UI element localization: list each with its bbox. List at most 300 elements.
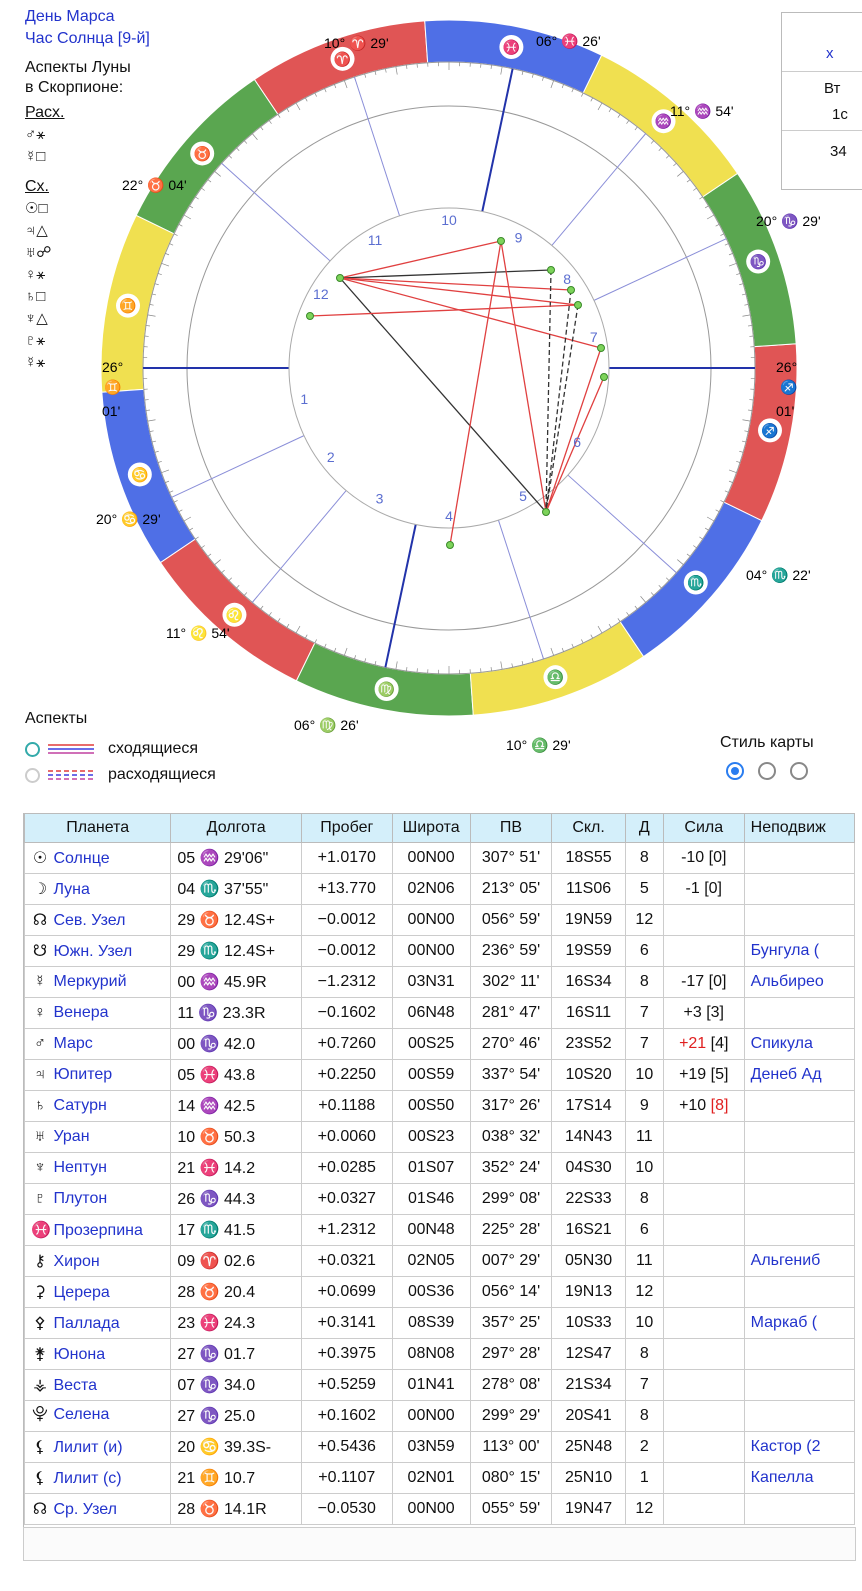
planet-symbol-icon: ♆ bbox=[34, 1159, 46, 1176]
planet-link[interactable]: Марс bbox=[53, 1035, 93, 1052]
force-cell bbox=[663, 1122, 744, 1153]
longitude-cell: 27 ♑ 25.0 bbox=[171, 1401, 302, 1432]
planet-cell bbox=[25, 1153, 171, 1184]
degree-tick bbox=[236, 148, 239, 151]
latitude-cell: 00N00 bbox=[392, 905, 470, 936]
separating-aspect: ♂⚹ bbox=[25, 126, 46, 143]
planet-point bbox=[568, 287, 575, 294]
speed-cell: +0.3141 bbox=[301, 1308, 392, 1339]
degree-tick bbox=[491, 667, 492, 671]
declination-cell: 19S59 bbox=[552, 936, 625, 967]
degree-tick bbox=[152, 294, 156, 295]
planet-link[interactable]: Сатурн bbox=[53, 1097, 107, 1114]
planet-link[interactable]: Юпитер bbox=[53, 1066, 113, 1083]
speed-cell: −0.1602 bbox=[301, 998, 392, 1029]
degree-tick bbox=[344, 648, 347, 656]
declination-cell: 14N43 bbox=[552, 1122, 625, 1153]
degree-tick bbox=[532, 74, 533, 78]
planet-symbol-icon: ☿ bbox=[34, 973, 46, 990]
speed-cell: −1.2312 bbox=[301, 967, 392, 998]
degree-tick bbox=[375, 661, 376, 665]
declination-cell: 25N48 bbox=[552, 1432, 625, 1463]
degree-tick bbox=[744, 304, 748, 305]
force-cell bbox=[663, 1370, 744, 1401]
fixed-star-link[interactable]: Альбирео bbox=[750, 973, 824, 990]
planet-cell bbox=[25, 936, 171, 967]
degree-tick bbox=[572, 644, 574, 648]
house-number: 6 bbox=[573, 434, 582, 450]
fixed-star-link[interactable]: Маркаб ( bbox=[750, 1314, 818, 1331]
zodiac-sign-icon: ♈ bbox=[333, 50, 352, 67]
fixed-star-link[interactable]: Спикула bbox=[750, 1035, 813, 1052]
col-house[interactable]: Д bbox=[625, 814, 663, 843]
table-row bbox=[25, 1091, 855, 1122]
force-value: +19 [5] bbox=[679, 1066, 729, 1083]
ra-cell: 038° 32' bbox=[470, 1122, 552, 1153]
force-cell bbox=[663, 1277, 744, 1308]
latitude-cell: 01S46 bbox=[392, 1184, 470, 1215]
fixed-star-cell bbox=[744, 1277, 854, 1308]
fixed-star-cell bbox=[744, 1463, 854, 1494]
degree-tick bbox=[635, 606, 637, 609]
speed-cell: −0.0530 bbox=[301, 1494, 392, 1525]
house-cell: 6 bbox=[625, 936, 663, 967]
house-cell: 12 bbox=[625, 905, 663, 936]
degree-tick bbox=[152, 441, 156, 442]
planet-point bbox=[498, 238, 505, 245]
legend-applying-label: сходящиеся bbox=[108, 740, 199, 757]
fixed-star-link[interactable]: Денеб Ад bbox=[750, 1066, 822, 1083]
latitude-cell: 00S23 bbox=[392, 1122, 470, 1153]
cusp-12-label: 11° ♒ 54' bbox=[670, 103, 734, 119]
planet-link[interactable]: Венера bbox=[53, 1004, 109, 1021]
applying-aspect: ☿⚹ bbox=[25, 354, 46, 371]
planet-symbol-icon: ♄ bbox=[34, 1097, 46, 1114]
ra-cell: 307° 51' bbox=[470, 843, 552, 874]
planet-link[interactable]: Хирон bbox=[53, 1253, 100, 1270]
degree-tick bbox=[150, 431, 154, 432]
applying-aspect: ♅☍ bbox=[25, 244, 52, 261]
force-cell bbox=[663, 1215, 744, 1246]
col-ra[interactable]: ПВ bbox=[470, 814, 552, 843]
zodiac-sign-icon: ♌ bbox=[225, 606, 244, 623]
degree-tick bbox=[725, 244, 729, 246]
table-row bbox=[25, 1029, 855, 1060]
applying-circle-icon bbox=[25, 742, 40, 757]
declination-cell: 23S52 bbox=[552, 1029, 625, 1060]
applying-aspect: ♇⚹ bbox=[25, 332, 46, 349]
planet-link[interactable]: Лилит (и) bbox=[53, 1439, 123, 1456]
force-cell bbox=[663, 843, 744, 874]
planet-symbol-icon: ⚸ bbox=[34, 1439, 46, 1456]
latitude-cell: 08S39 bbox=[392, 1308, 470, 1339]
legend-separating bbox=[25, 762, 216, 788]
planet-link[interactable]: Сев. Узел bbox=[53, 912, 126, 929]
degree-tick bbox=[522, 661, 523, 665]
degree-tick bbox=[365, 74, 366, 78]
planet-point bbox=[598, 345, 605, 352]
degree-tick bbox=[201, 546, 204, 548]
force-cell bbox=[663, 1153, 744, 1184]
longitude-cell: 21 ♓ 14.2 bbox=[171, 1153, 302, 1184]
declination-cell: 20S41 bbox=[552, 1401, 625, 1432]
degree-tick bbox=[179, 510, 183, 512]
force-cell bbox=[663, 905, 744, 936]
planet-cell bbox=[25, 1246, 171, 1277]
col-force[interactable]: Сила bbox=[663, 814, 744, 843]
speed-cell: +0.1188 bbox=[301, 1091, 392, 1122]
col-latitude[interactable]: Широта bbox=[392, 814, 470, 843]
degree-tick bbox=[562, 648, 563, 652]
force-value: -17 [0] bbox=[681, 973, 727, 990]
planet-link[interactable]: Южн. Узел bbox=[53, 943, 133, 960]
degree-tick bbox=[278, 618, 280, 621]
applying-label: Сх. bbox=[25, 178, 49, 195]
degree-tick bbox=[305, 98, 307, 102]
chart-style-radio-2[interactable] bbox=[758, 762, 776, 780]
planet-link[interactable]: Селена bbox=[53, 1405, 110, 1423]
planet-link[interactable]: Прозерпина bbox=[53, 1222, 143, 1239]
declination-cell: 18S55 bbox=[552, 843, 625, 874]
ra-cell: 317° 26' bbox=[470, 1091, 552, 1122]
degree-tick bbox=[334, 648, 335, 652]
zodiac-sign-icon: ♑ bbox=[749, 253, 767, 270]
degree-tick bbox=[501, 67, 502, 75]
degree-tick bbox=[325, 644, 327, 648]
declination-cell: 19N59 bbox=[552, 905, 625, 936]
side-box-row bbox=[782, 72, 862, 131]
ic-label: 10° ♎ 29' bbox=[506, 737, 571, 753]
speed-cell: +0.0060 bbox=[301, 1122, 392, 1153]
degree-tick bbox=[742, 441, 746, 442]
longitude-cell: 14 ♒ 42.5 bbox=[171, 1091, 302, 1122]
degree-tick bbox=[169, 491, 173, 493]
degree-tick bbox=[609, 108, 611, 111]
planet-link[interactable]: Лилит (с) bbox=[53, 1470, 122, 1487]
table-row bbox=[25, 1153, 855, 1184]
force-cell bbox=[663, 936, 744, 967]
side-box-row bbox=[782, 131, 862, 189]
declination-cell: 10S20 bbox=[552, 1060, 625, 1091]
fixed-star-link[interactable]: Альгениб bbox=[750, 1252, 821, 1269]
fixed-star-cell bbox=[744, 936, 854, 967]
ra-cell: 299° 08' bbox=[470, 1184, 552, 1215]
ra-cell: 225° 28' bbox=[470, 1215, 552, 1246]
planet-cell bbox=[25, 967, 171, 998]
asc-degree: 26° bbox=[102, 359, 124, 375]
asc-sign: ♊ bbox=[104, 379, 122, 395]
cusp-7-label: 20° ♋ 29' bbox=[96, 511, 161, 527]
degree-tick bbox=[651, 141, 654, 144]
planet-link[interactable]: Уран bbox=[53, 1128, 90, 1145]
planet-link[interactable]: Ср. Узел bbox=[53, 1501, 117, 1518]
degree-tick bbox=[244, 141, 247, 144]
zodiac-sign-icon: ♉ bbox=[193, 145, 211, 162]
planet-link[interactable]: Нептун bbox=[53, 1159, 107, 1176]
degree-tick bbox=[189, 528, 192, 530]
longitude-cell: 27 ♑ 01.7 bbox=[171, 1339, 302, 1370]
speed-cell: +0.5259 bbox=[301, 1370, 392, 1401]
planet-cell bbox=[25, 1494, 171, 1525]
degree-tick bbox=[522, 71, 523, 75]
planet-link[interactable]: Юнона bbox=[53, 1346, 106, 1363]
mc-label: 10° ♈ 29' bbox=[324, 35, 389, 51]
planet-cell bbox=[25, 1463, 171, 1494]
force-cell bbox=[663, 1184, 744, 1215]
latitude-cell: 00N00 bbox=[392, 1494, 470, 1525]
house-cell: 8 bbox=[625, 1401, 663, 1432]
degree-tick bbox=[551, 80, 554, 88]
planet-cell bbox=[25, 843, 171, 874]
zodiac-sign-icon: ♒ bbox=[654, 113, 673, 130]
planet-cell bbox=[25, 1122, 171, 1153]
col-speed[interactable]: Пробег bbox=[301, 814, 392, 843]
col-fixed-stars[interactable]: Неподвиж bbox=[744, 814, 854, 843]
col-longitude[interactable]: Долгота bbox=[171, 814, 302, 843]
degree-tick bbox=[687, 554, 690, 556]
side-box-link[interactable]: х bbox=[826, 45, 834, 62]
degree-tick bbox=[641, 596, 646, 602]
side-box-row bbox=[782, 13, 862, 72]
degree-tick bbox=[581, 639, 583, 643]
cusp-2-label: 20° ♑ 29' bbox=[756, 213, 821, 229]
planet-cell bbox=[25, 1215, 171, 1246]
planet-symbol-icon: ♅ bbox=[34, 1128, 46, 1145]
table-row bbox=[25, 1432, 855, 1463]
house-cell: 12 bbox=[625, 1494, 663, 1525]
planet-symbol-icon: ☊ bbox=[32, 912, 48, 929]
house-cell: 9 bbox=[625, 1091, 663, 1122]
legend-title: Аспекты bbox=[25, 710, 88, 727]
table-header-row bbox=[25, 814, 855, 843]
degree-tick bbox=[742, 294, 746, 295]
declination-cell: 16S11 bbox=[552, 998, 625, 1029]
degree-tick bbox=[705, 206, 708, 208]
degree-tick bbox=[729, 470, 737, 473]
degree-tick bbox=[305, 635, 307, 639]
house-number: 1 bbox=[300, 390, 309, 407]
degree-tick bbox=[693, 188, 696, 190]
declination-cell: 10S33 bbox=[552, 1308, 625, 1339]
fixed-star-cell bbox=[744, 1401, 854, 1432]
degree-tick bbox=[627, 120, 629, 123]
longitude-cell: 07 ♑ 34.0 bbox=[171, 1370, 302, 1401]
degree-tick bbox=[744, 431, 748, 432]
planet-point bbox=[447, 542, 454, 549]
fixed-star-cell bbox=[744, 1060, 854, 1091]
degree-tick bbox=[148, 315, 156, 316]
planet-link[interactable]: Плутон bbox=[53, 1190, 108, 1207]
house-number: 7 bbox=[589, 329, 598, 346]
degree-tick bbox=[748, 410, 752, 411]
fixed-star-link[interactable]: Кастор (2 bbox=[750, 1438, 821, 1455]
col-planet[interactable]: Планета bbox=[25, 814, 171, 843]
declination-cell: 19N47 bbox=[552, 1494, 625, 1525]
side-box-text: Вт bbox=[824, 80, 841, 97]
degree-tick bbox=[677, 560, 683, 565]
longitude-cell: 29 ♏ 12.4S+ bbox=[171, 936, 302, 967]
planet-table bbox=[24, 813, 855, 1525]
degree-tick bbox=[146, 325, 150, 326]
planet-link[interactable]: Веста bbox=[53, 1377, 98, 1394]
planet-cell bbox=[25, 1060, 171, 1091]
degree-tick bbox=[551, 648, 554, 656]
planet-cell bbox=[25, 874, 171, 905]
degree-tick bbox=[385, 69, 386, 73]
degree-tick bbox=[158, 273, 162, 274]
planet-link[interactable]: Церера bbox=[53, 1284, 110, 1301]
ra-cell: 270° 46' bbox=[470, 1029, 552, 1060]
degree-tick bbox=[184, 215, 191, 219]
ra-cell: 302° 11' bbox=[470, 967, 552, 998]
speed-cell: −0.0012 bbox=[301, 905, 392, 936]
side-box-text: 34 bbox=[830, 143, 847, 160]
applying-aspect: ♆△ bbox=[25, 310, 48, 327]
planet-cell bbox=[25, 1370, 171, 1401]
force-cell bbox=[663, 1401, 744, 1432]
cusp-3-label: 22° ♉ 04' bbox=[122, 177, 187, 193]
separating-circle-icon bbox=[25, 768, 40, 783]
planet-symbol-icon: ♂ bbox=[34, 1035, 46, 1052]
degree-tick bbox=[269, 612, 271, 615]
table-row bbox=[25, 998, 855, 1029]
longitude-cell: 21 ♊ 10.7 bbox=[171, 1463, 302, 1494]
degree-tick bbox=[699, 537, 702, 539]
degree-tick bbox=[729, 263, 737, 266]
degree-tick bbox=[725, 491, 729, 493]
chart-style-radio-1[interactable] bbox=[726, 762, 744, 780]
planet-symbol-icon: ☉ bbox=[32, 850, 48, 867]
planet-link[interactable]: Солнце bbox=[53, 850, 110, 867]
planet-link[interactable]: Луна bbox=[53, 881, 90, 898]
house-number: 8 bbox=[563, 270, 572, 287]
planet-symbol-icon: ♃ bbox=[34, 1066, 46, 1083]
planet-symbol-icon: ♇ bbox=[34, 1190, 46, 1207]
planet-symbol-icon: ⚸ bbox=[34, 1470, 46, 1487]
degree-tick bbox=[618, 114, 620, 117]
longitude-cell: 00 ♒ 45.9R bbox=[171, 967, 302, 998]
speed-cell: +0.1602 bbox=[301, 1401, 392, 1432]
planet-cell bbox=[25, 1432, 171, 1463]
planet-point bbox=[575, 302, 582, 309]
degree-tick bbox=[598, 103, 602, 110]
force-value: -10 [0] bbox=[681, 849, 727, 866]
force-cell bbox=[663, 1308, 744, 1339]
degree-tick bbox=[651, 592, 654, 595]
force-cell bbox=[663, 1432, 744, 1463]
house-cell: 10 bbox=[625, 1060, 663, 1091]
planet-link[interactable]: Паллада bbox=[53, 1315, 120, 1332]
degree-tick bbox=[591, 98, 593, 102]
degree-tick bbox=[720, 500, 724, 502]
house-number: 9 bbox=[514, 229, 523, 246]
fixed-star-cell bbox=[744, 1432, 854, 1463]
house-number: 4 bbox=[445, 508, 453, 524]
degree-tick bbox=[236, 585, 239, 588]
day-link[interactable]: День Марса bbox=[25, 8, 115, 25]
degree-tick bbox=[208, 554, 211, 556]
table-row bbox=[25, 1463, 855, 1494]
degree-tick bbox=[146, 410, 150, 411]
planet-point bbox=[601, 374, 608, 381]
planet-link[interactable]: Меркурий bbox=[53, 973, 127, 990]
ra-cell: 278° 08' bbox=[470, 1370, 552, 1401]
speed-cell: +0.0699 bbox=[301, 1277, 392, 1308]
latitude-cell: 02N06 bbox=[392, 874, 470, 905]
fixed-star-link[interactable]: Бунгула ( bbox=[750, 942, 820, 959]
degree-tick bbox=[287, 624, 289, 627]
speed-cell: +1.0170 bbox=[301, 843, 392, 874]
force-cell bbox=[663, 1246, 744, 1277]
table-row bbox=[25, 936, 855, 967]
house-number: 12 bbox=[313, 286, 329, 302]
degree-tick bbox=[677, 171, 683, 176]
cusp-9-label: 06° ♍ 26' bbox=[294, 717, 359, 733]
degree-tick bbox=[354, 655, 355, 659]
house-cell: 6 bbox=[625, 1215, 663, 1246]
hour-link[interactable]: Час Солнца [9-й] bbox=[25, 30, 150, 47]
col-declination[interactable]: Скл. bbox=[552, 814, 625, 843]
legend-separating-label: расходящиеся bbox=[108, 766, 216, 783]
degree-tick bbox=[618, 618, 620, 621]
fixed-star-link[interactable]: Капелла bbox=[750, 1469, 814, 1486]
dsc-sign: ♐ bbox=[780, 379, 798, 395]
degree-tick bbox=[598, 626, 602, 633]
degree-tick bbox=[315, 93, 317, 97]
longitude-cell: 20 ♋ 39.3S- bbox=[171, 1432, 302, 1463]
fixed-star-cell bbox=[744, 967, 854, 998]
force-cell bbox=[663, 874, 744, 905]
house-number: 11 bbox=[367, 231, 383, 248]
planet-symbol-icon: ⚷ bbox=[34, 1253, 46, 1270]
degree-tick bbox=[736, 273, 740, 274]
speed-cell: −0.0012 bbox=[301, 936, 392, 967]
degree-tick bbox=[542, 77, 543, 81]
degree-tick bbox=[278, 114, 280, 117]
longitude-cell: 29 ♉ 12.4S+ bbox=[171, 905, 302, 936]
degree-tick bbox=[707, 215, 714, 219]
ra-cell: 055° 59' bbox=[470, 1494, 552, 1525]
degree-tick bbox=[406, 65, 407, 69]
degree-tick bbox=[673, 163, 676, 166]
table-row bbox=[25, 1494, 855, 1525]
speed-cell: +0.2250 bbox=[301, 1060, 392, 1091]
planet-symbol-icon: ⚴ bbox=[34, 1315, 46, 1332]
fixed-star-cell bbox=[744, 1215, 854, 1246]
degree-tick bbox=[179, 224, 183, 226]
fixed-star-cell bbox=[744, 1153, 854, 1184]
chart-style-radio-3[interactable] bbox=[790, 762, 808, 780]
longitude-cell: 04 ♏ 37'55" bbox=[171, 874, 302, 905]
planet-cell bbox=[25, 1401, 171, 1432]
ra-cell: 080° 15' bbox=[470, 1463, 552, 1494]
latitude-cell: 00S36 bbox=[392, 1277, 470, 1308]
latitude-cell: 00S50 bbox=[392, 1091, 470, 1122]
fixed-star-cell bbox=[744, 1308, 854, 1339]
legend-applying bbox=[25, 736, 216, 762]
planet-symbol-icon: ☽ bbox=[32, 881, 48, 898]
degree-tick bbox=[666, 155, 669, 158]
degree-tick bbox=[742, 420, 750, 421]
force-cell bbox=[663, 998, 744, 1029]
degree-tick bbox=[562, 84, 563, 88]
chart-style-label: Стиль карты bbox=[720, 734, 814, 751]
degree-tick bbox=[169, 244, 173, 246]
longitude-cell: 26 ♑ 44.3 bbox=[171, 1184, 302, 1215]
degree-tick bbox=[161, 470, 169, 473]
ra-cell: 007° 29' bbox=[470, 1246, 552, 1277]
degree-tick bbox=[491, 65, 492, 69]
